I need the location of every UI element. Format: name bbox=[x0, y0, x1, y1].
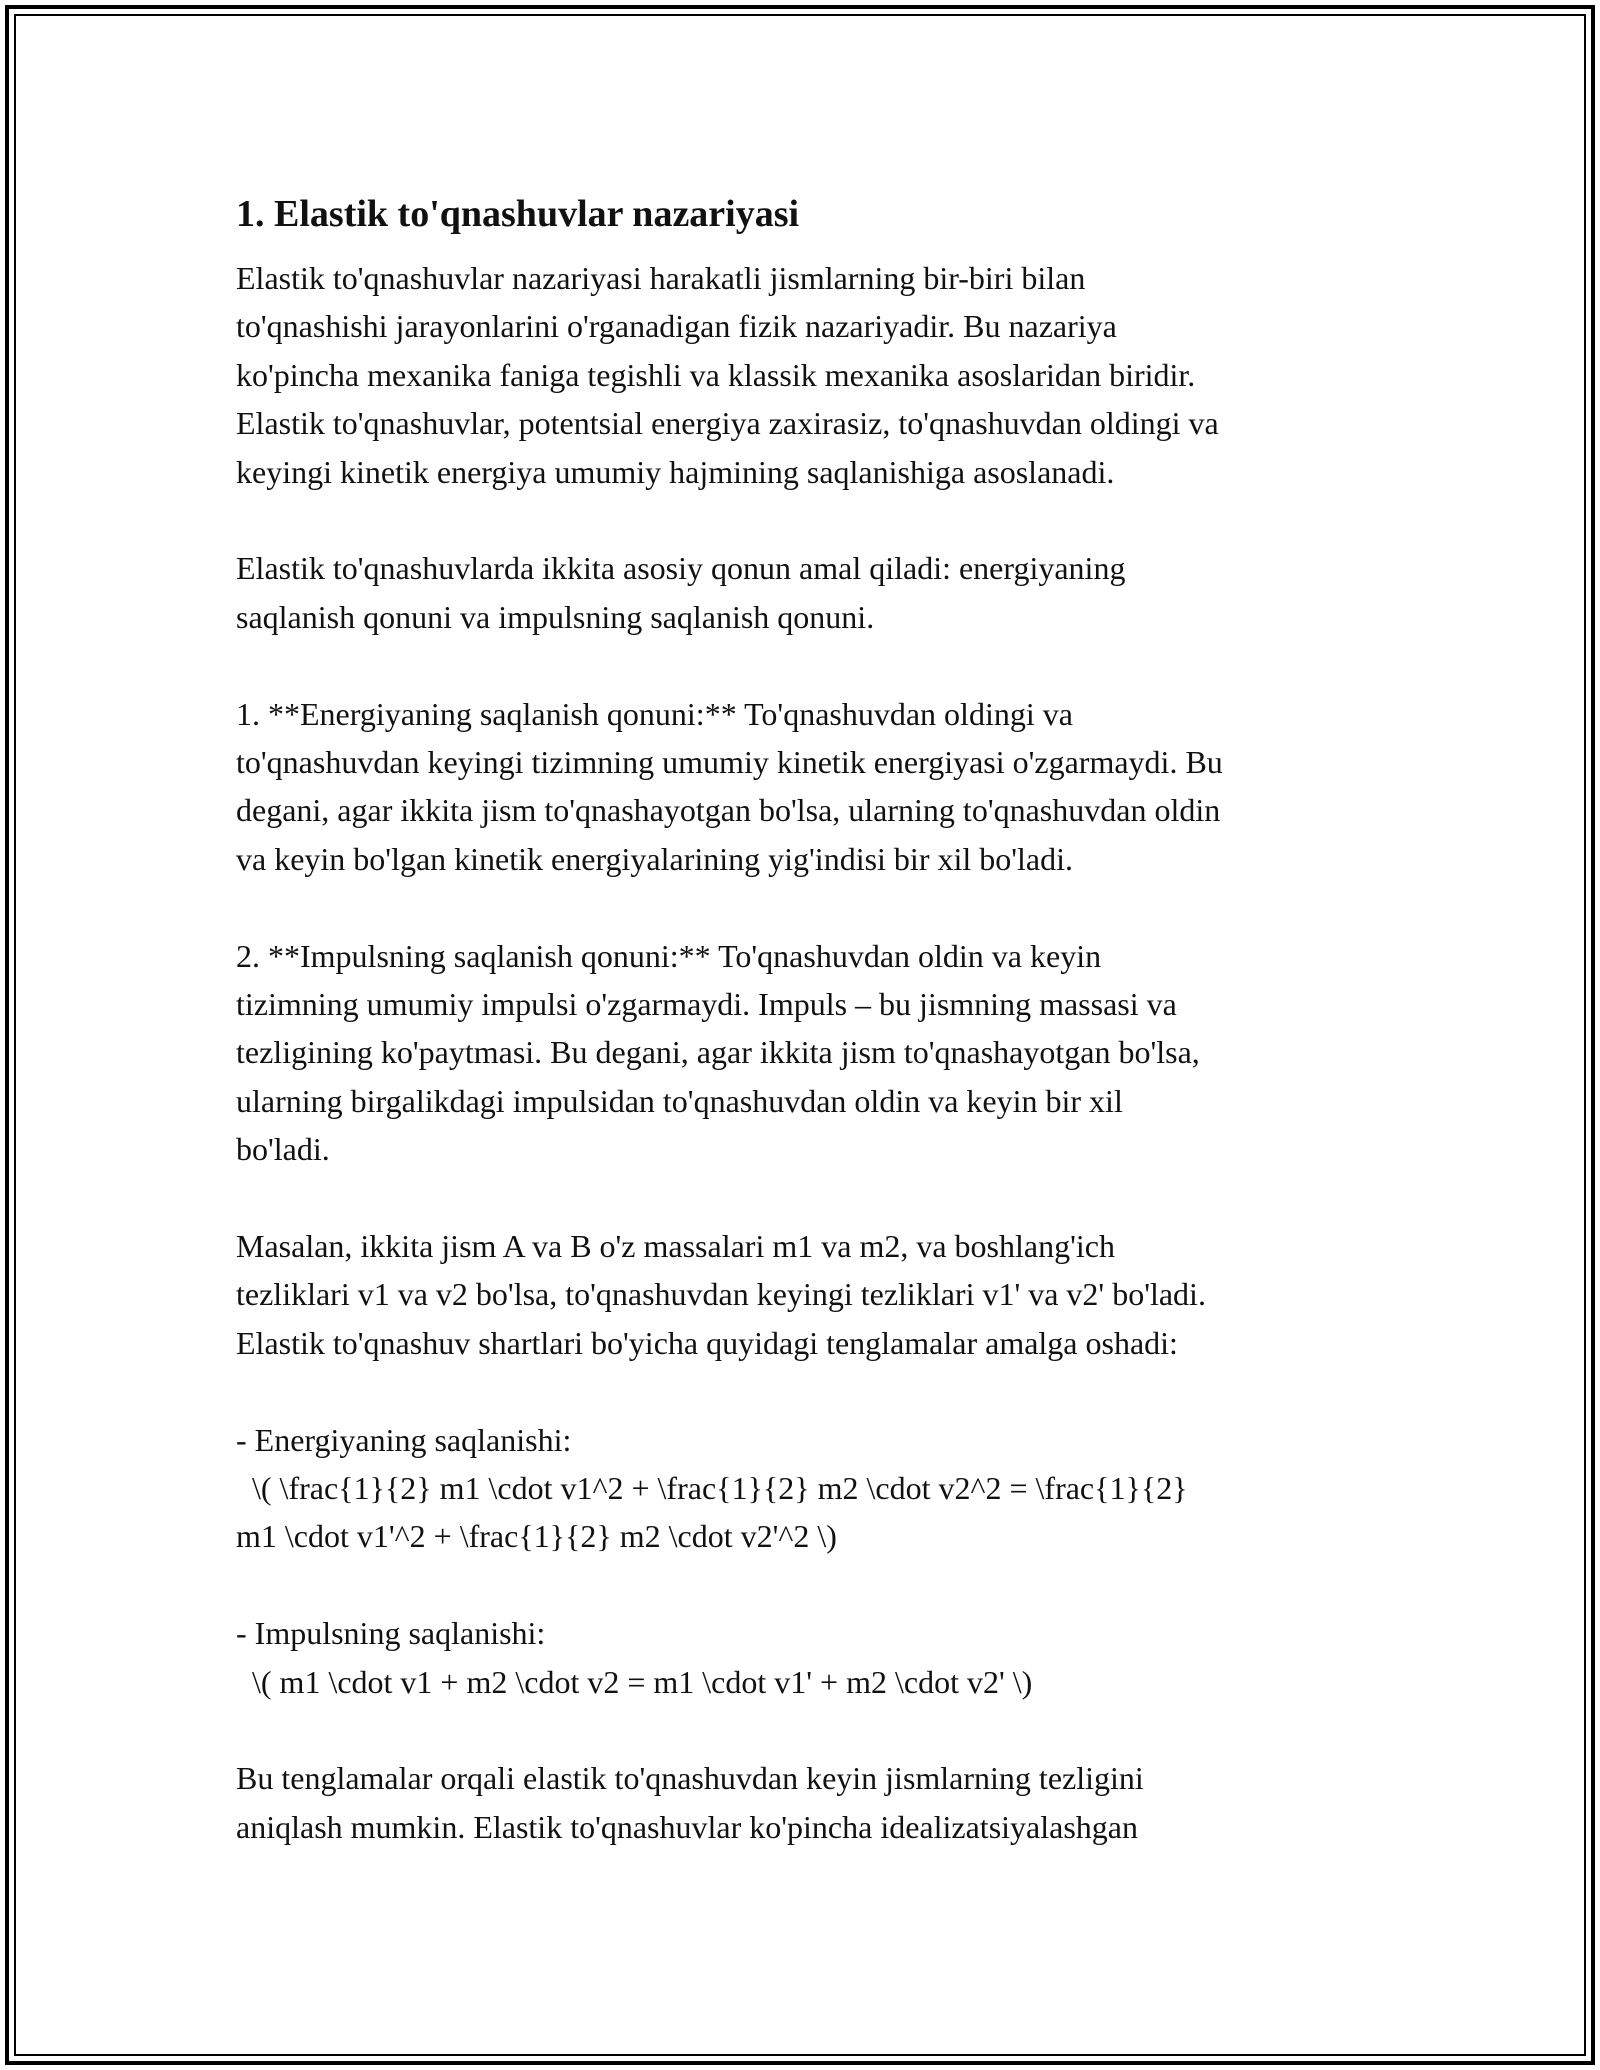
example-paragraph: Masalan, ikkita jism A va B o'z massalari m1 va m2, va boshlang'ich tezliklari v1 va v2 bo'lsa, to'qnashuvdan keyingi tezliklari v1' va v2' bo'ladi. Elastik to'qnashuv shartlari bo'yicha quyidagi tenglamalar amalga oshadi: bbox=[236, 1228, 1206, 1361]
intro-paragraph: Elastik to'qnashuvlar nazariyasi harakatli jismlarning bir-biri bilan to'qnashishi jarayonlarini o'rganadigan fizik nazariyadir. Bu nazariya ko'pincha mexanika faniga tegishli va klassik mexanika asoslaridan biridir. Elastik to'qnashuvlar, potentsial energiya zaxirasiz, to'qnashuvdan oldingi va keyingi kinetik energiya umumiy hajmining saqlanishiga asoslanadi. bbox=[236, 260, 1219, 490]
conclusion-paragraph: Bu tenglamalar orqali elastik to'qnashuvdan keyin jismlarning tezligini aniqlash mumkin. Elastik to'qnashuvlar ko'pincha idealizatsiyalashgan bbox=[236, 1760, 1144, 1845]
laws-overview-paragraph: Elastik to'qnashuvlarda ikkita asosiy qonun amal qiladi: energiyaning saqlanish qonuni va impulsning saqlanish qonuni. bbox=[236, 550, 1126, 635]
document-body bbox=[236, 186, 1386, 1900]
energy-law-paragraph: 1. **Energiyaning saqlanish qonuni:** To'qnashuvdan oldingi va to'qnashuvdan keyingi tizimning umumiy kinetik energiyasi o'zgarmaydi. Bu degani, agar ikkita jism to'qnashayotgan bo'lsa, ularning to'qnashuvdan oldin va keyin bo'lgan kinetik energiyalarining yig'indisi bir xil bo'ladi. bbox=[236, 695, 1223, 877]
momentum-law-paragraph: 2. **Impulsning saqlanish qonuni:** To'qnashuvdan oldin va keyin tizimning umumiy impulsi o'zgarmaydi. Impuls – bu jismning massasi va tezligining ko'paytmasi. Bu degani, agar ikkita jism to'qnashayotgan bo'lsa, ularning birgalikdagi impulsidan to'qnashuvdan oldin va keyin bir xil bo'ladi. bbox=[236, 937, 1200, 1168]
energy-equation: - Energiyaning saqlanishi: \( \frac{1}{2} m1 \cdot v1^2 + \frac{1}{2} m2 \cdot v2^2 = \frac{1}{2} m1 \cdot v1'^2 + \frac{1}{2} m2 \cdot v2'^2 \) bbox=[236, 1421, 1188, 1555]
section-title: 1. Elastik to'qnashuvlar nazariyasi bbox=[236, 193, 800, 235]
momentum-equation: - Impulsning saqlanishi: \( m1 \cdot v1 + m2 \cdot v2 = m1 \cdot v1' + m2 \cdot v2' \) bbox=[236, 1615, 1033, 1700]
